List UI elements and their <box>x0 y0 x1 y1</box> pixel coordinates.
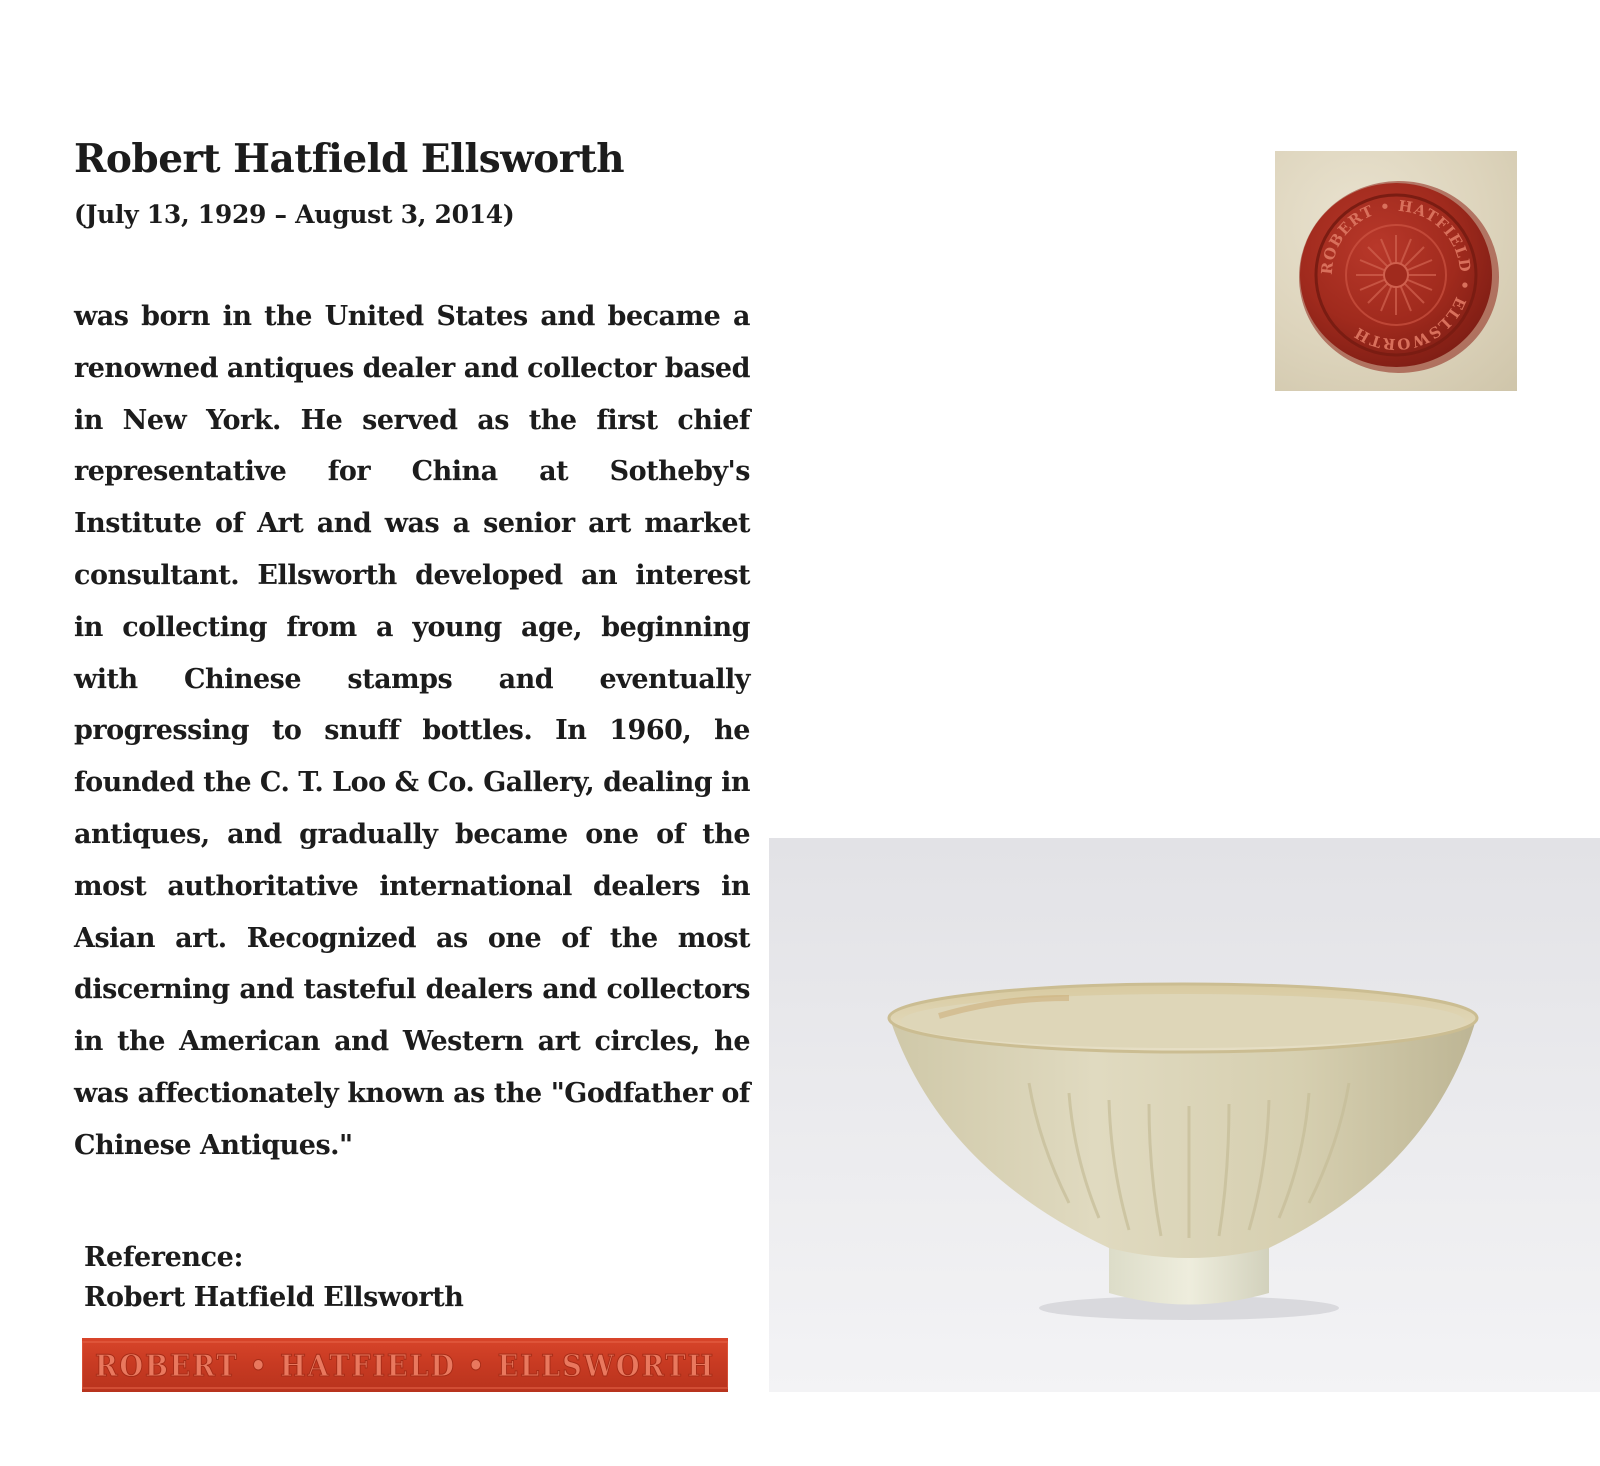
reference-name: Robert Hatfield Ellsworth <box>84 1282 464 1313</box>
page-title: Robert Hatfield Ellsworth <box>74 136 625 182</box>
wax-seal-photo <box>1275 151 1517 391</box>
biography-text: was born in the United States and became a renowned antiques dealer and collector based in New York. He served as the first chief representative for China at Sotheby's Institute of Art and was a senior art market consultant. Ellsworth developed an interest in collecting from a young age, beginning with Chinese stamps and eventually progressing to snuff bottles. In 1960, he founded the C. T. Loo & Co. Gallery, dealing in antiques, and gradually became one of the most authoritative international dealers in Asian art. Recognized as one of the most discerning and tasteful dealers and collectors in the American and Western art circles, he was affectionately known as the "Godfather of Chinese Antiques." <box>74 301 750 1161</box>
seal-inscription: ROBERT • HATFIELD • ELLSWORTH <box>1317 196 1475 354</box>
wax-seal-image <box>1275 151 1517 391</box>
reference-block <box>84 1238 464 1318</box>
bowl-photo <box>769 838 1600 1392</box>
label-stamp-text: ROBERT • HATFIELD • ELLSWORTH <box>95 1349 715 1384</box>
celadon-bowl-image <box>769 838 1600 1392</box>
red-label-stamp <box>82 1338 728 1392</box>
lifespan-dates: (July 13, 1929 – August 3, 2014) <box>74 200 515 229</box>
label-stamp-image <box>82 1338 728 1392</box>
reference-heading: Reference: <box>84 1242 244 1273</box>
